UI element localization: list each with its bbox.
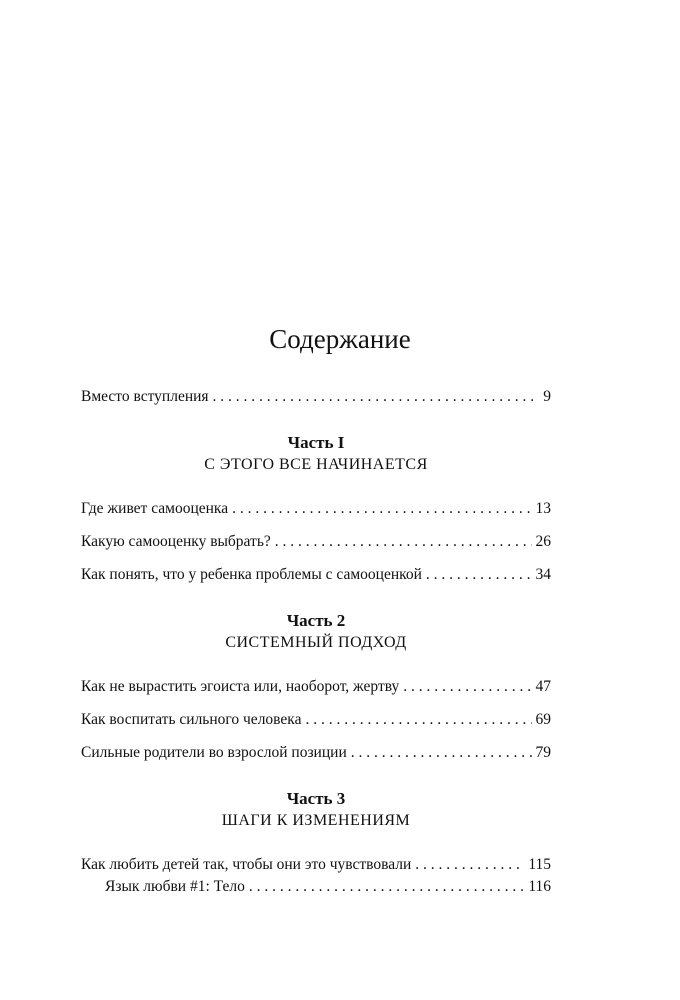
toc-entry-label: Вместо вступления: [81, 388, 209, 405]
toc-page-number: 13: [535, 500, 551, 517]
toc-subentry: [105, 876, 551, 898]
toc-entry: [81, 564, 551, 586]
toc-entry: [81, 531, 551, 553]
toc-page-number: 34: [535, 566, 551, 583]
toc-entry-intro: [81, 386, 551, 408]
toc-page-number: 115: [528, 856, 551, 873]
table-of-contents: [81, 386, 551, 898]
toc-entry: [81, 709, 551, 731]
part-title: СИСТЕМНЫЙ ПОДХОД: [225, 634, 407, 651]
part-number: Часть 2: [286, 611, 346, 630]
dot-leader: [213, 386, 540, 408]
toc-entry-label: Какую самооценку выбрать?: [81, 533, 271, 550]
part-title: С ЭТОГО ВСЕ НАЧИНАЕТСЯ: [204, 456, 428, 473]
toc-entry: [81, 742, 551, 764]
dot-leader: [403, 676, 531, 698]
toc-entry-label: Сильные родители во взрослой позиции: [81, 744, 347, 761]
part-number: Часть I: [287, 433, 345, 452]
toc-entry-label: Как не вырастить эгоиста или, наоборот, жертву: [81, 678, 400, 695]
toc-entry: [81, 498, 551, 520]
part-title: ШАГИ К ИЗМЕНЕНИЯМ: [221, 812, 411, 829]
toc-page-number: 69: [535, 711, 551, 728]
toc-page-number: 116: [528, 878, 551, 895]
dot-leader: [351, 742, 532, 764]
dot-leader: [249, 876, 524, 898]
part-heading-3: [81, 788, 551, 832]
part-number: Часть 3: [286, 789, 346, 808]
toc-page-number: 26: [535, 533, 551, 550]
dot-leader: [275, 531, 532, 553]
toc-page-number: 47: [535, 678, 551, 695]
toc-page-number: 9: [543, 388, 551, 405]
part-heading-2: [81, 610, 551, 654]
toc-entry-label: Как любить детей так, чтобы они это чувствовали: [81, 856, 412, 873]
dot-leader: [232, 498, 531, 520]
toc-entry-label: Язык любви #1: Тело: [105, 878, 245, 895]
toc-entry: [81, 676, 551, 698]
dot-leader: [305, 709, 531, 731]
page-title: Содержание: [269, 324, 411, 354]
toc-entry-label: Как воспитать сильного человека: [81, 711, 302, 728]
toc-entry-label: Как понять, что у ребенка проблемы с самооценкой: [81, 566, 422, 583]
dot-leader: [426, 564, 532, 586]
toc-entry-label: Где живет самооценка: [81, 500, 229, 517]
dot-leader: [415, 854, 524, 876]
toc-entry: [81, 854, 551, 876]
part-heading-1: [81, 432, 551, 476]
toc-page-number: 79: [535, 744, 551, 761]
